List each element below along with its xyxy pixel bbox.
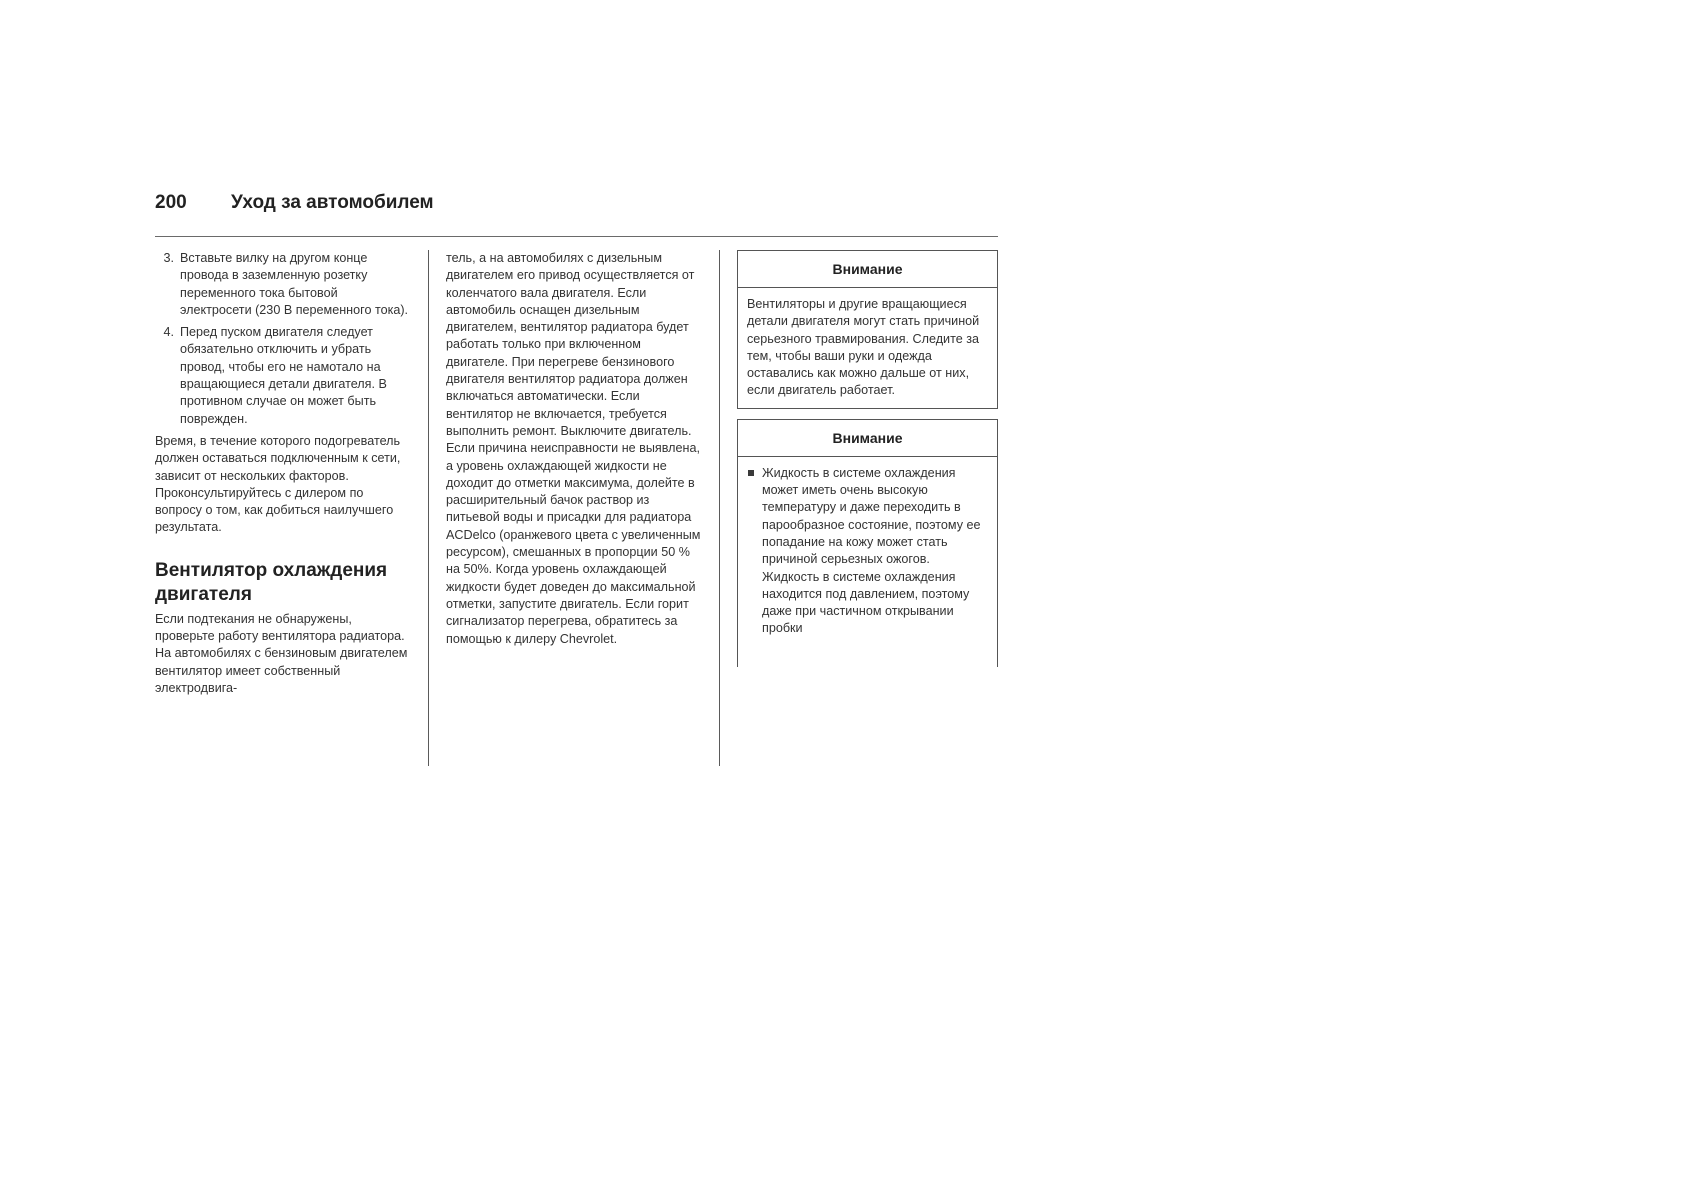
body-paragraph: тель, а на автомобилях с дизельным двигателем его привод осуществляется от коленчатого вала двигателя. Если автомобиль оснащен дизельным двигателем, вентилятор радиатора будет работать только при включенном двигателе. При перегреве бензинового двигателя вентилятор радиатора должен включаться автоматически. Если вентилятор не включается, требуется выполнить ремонт. Выключите двигатель. Если причина неисправности не выявлена, а уровень охлаждающей жидкости не доходит до отметки максимума, долейте в расширительный бачок раствор из питьевой воды и присадки для радиатора ACDelco (оранжевого цвета с увеличенным ресурсом), смешанных в пропорции 50 % на 50%. Когда уровень охлаждающей жидкости будет доведен до максимальной отметки, запустите двигатель. Если горит сигнализатор перегрева, обратитесь за помощью к дилеру Chevrolet. bbox=[446, 251, 701, 646]
page-header bbox=[155, 192, 998, 237]
warning-box bbox=[737, 419, 998, 667]
column-divider bbox=[719, 250, 720, 766]
column-2 bbox=[446, 250, 701, 648]
warning-title: Внимание bbox=[738, 420, 997, 457]
list-item-text: Вставьте вилку на другом конце провода в заземленную розетку переменного тока бытовой электросети (230 В переменного тока). bbox=[180, 251, 409, 317]
list-item-text: Перед пуском двигателя следует обязательно отключить и убрать провод, чтобы его не намотало на вращающиеся детали двигателя. В противном случае он может быть поврежден. bbox=[180, 325, 387, 426]
page-section-title: Уход за автомобилем bbox=[231, 192, 434, 213]
list-item-number: 4. bbox=[163, 325, 174, 340]
column-divider bbox=[428, 250, 429, 766]
warning-body bbox=[738, 457, 997, 646]
bullet-square-icon bbox=[748, 470, 754, 476]
bullet-item bbox=[747, 465, 989, 638]
list-item bbox=[155, 324, 412, 428]
warning-box bbox=[737, 250, 998, 409]
list-item bbox=[155, 250, 412, 319]
column-3 bbox=[737, 250, 998, 667]
warning-title: Внимание bbox=[738, 251, 997, 288]
page-number: 200 bbox=[155, 192, 187, 213]
section-heading: Вентилятор охлаждения двигателя bbox=[155, 559, 388, 605]
bullet-text: Жидкость в системе охлаждения может иметь очень высокую температуру и даже переходить в парообразное состояние, поэтому ее попадание на кожу может стать причиной серьезных ожогов. Жидкость в системе охлаждения находится под давлением, поэтому даже при частичном открывании пробки bbox=[762, 465, 981, 636]
column-1 bbox=[155, 250, 412, 697]
numbered-list bbox=[155, 250, 412, 428]
list-item-number: 3. bbox=[163, 251, 174, 265]
body-paragraph: Если подтекания не обнаружены, проверьте работу вентилятора радиатора. На автомобилях с бензиновым двигателем вентилятор имеет собственный электродвига- bbox=[155, 611, 408, 695]
body-paragraph: Время, в течение которого подогреватель должен оставаться подключенным к сети, зависит от нескольких факторов. Проконсультируйтесь с дилером по вопросу о том, как добиться наилучшего результата. bbox=[155, 433, 401, 535]
warning-text: Вентиляторы и другие вращающиеся детали двигателя могут стать причиной серьезного травмирования. Следите за тем, чтобы ваши руки и одежда оставались как можно дальше от них, если двигатель работает. bbox=[747, 297, 980, 398]
